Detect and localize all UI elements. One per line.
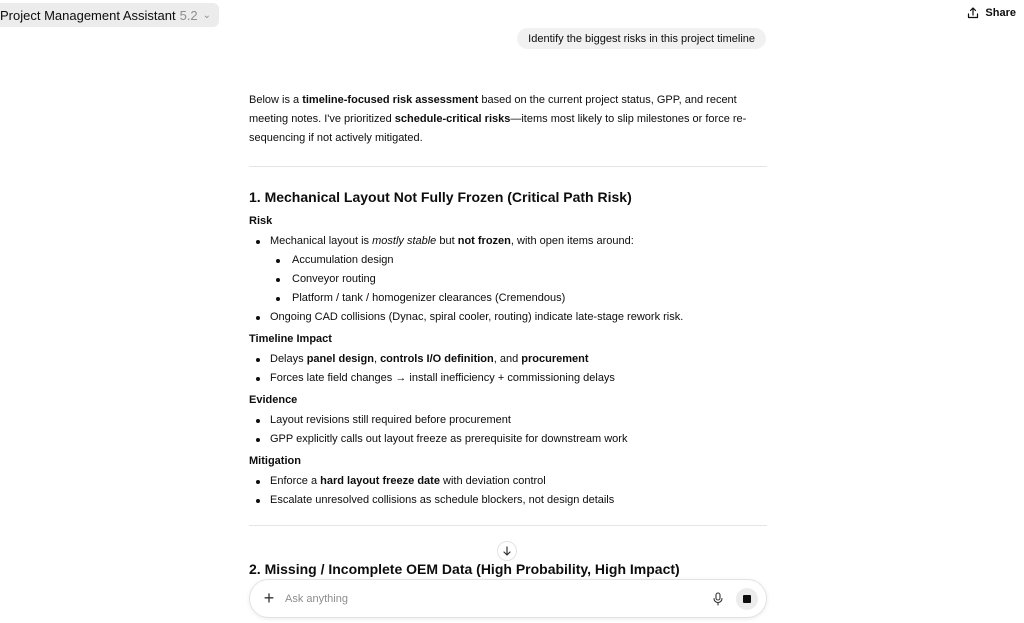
impact-heading: Timeline Impact [249, 333, 332, 345]
risk-item-1-text: Mechanical layout is mostly stable but not frozen, with open items around: [270, 235, 634, 247]
model-version: 5.2 [179, 7, 198, 23]
share-label: Share [985, 7, 1016, 19]
plus-icon[interactable]: + [263, 588, 275, 608]
microphone-button[interactable] [708, 589, 728, 609]
list-item: Escalate unresolved collisions as schedule blockers, not design details [249, 491, 767, 510]
list-item: Forces late field changes → install inefficiency + commissioning delays [249, 369, 767, 388]
user-message-bubble [517, 28, 766, 49]
list-item: Accumulation design [270, 251, 767, 270]
evidence-list [249, 411, 767, 449]
risk-sublist [270, 251, 767, 308]
arrow-down-icon [502, 546, 512, 556]
stop-button[interactable] [736, 588, 758, 610]
assistant-response [249, 91, 767, 545]
evidence-heading: Evidence [249, 394, 298, 406]
response-intro: Below is a timeline-focused risk assessment based on the current project status, GPP, and recent meeting notes. I've prioritized schedule-critical risks—items most likely to slip milestones or force re-sequencing if not actively mitigated. [249, 94, 747, 144]
list-item: Layout revisions still required before procurement [249, 411, 767, 430]
user-message-text: Identify the biggest risks in this project timeline [528, 32, 755, 45]
scroll-to-bottom-button[interactable] [497, 541, 517, 561]
model-picker[interactable] [0, 3, 219, 27]
share-button[interactable] [967, 7, 1016, 19]
list-item: Delays panel design, controls I/O definition, and procurement [249, 350, 767, 369]
list-item: Platform / tank / homogenizer clearances (Cremendous) [270, 289, 767, 308]
microphone-icon [712, 592, 724, 606]
risk-heading: Risk [249, 215, 273, 227]
composer [249, 579, 767, 618]
section-divider [249, 166, 767, 167]
stop-icon [743, 595, 751, 603]
list-item: Enforce a hard layout freeze date with deviation control [249, 472, 767, 491]
section-2-title: 2. Missing / Incomplete OEM Data (High Probability, High Impact) [249, 561, 680, 577]
mitigation-list [249, 472, 767, 510]
model-name: Project Management Assistant [0, 7, 176, 23]
message-input[interactable] [285, 593, 708, 605]
mitigation-heading: Mitigation [249, 455, 301, 467]
list-item: Ongoing CAD collisions (Dynac, spiral cooler, routing) indicate late-stage rework risk. [249, 308, 767, 327]
impact-list [249, 350, 767, 388]
list-item [249, 232, 767, 308]
list-item: Conveyor routing [270, 270, 767, 289]
list-item: GPP explicitly calls out layout freeze as prerequisite for downstream work [249, 430, 767, 449]
section-1-title: 1. Mechanical Layout Not Fully Frozen (Critical Path Risk) [249, 189, 632, 205]
section-divider [249, 525, 767, 526]
risk-list [249, 232, 767, 327]
chevron-down-icon: ⌄ [202, 9, 212, 21]
share-icon [967, 7, 979, 19]
